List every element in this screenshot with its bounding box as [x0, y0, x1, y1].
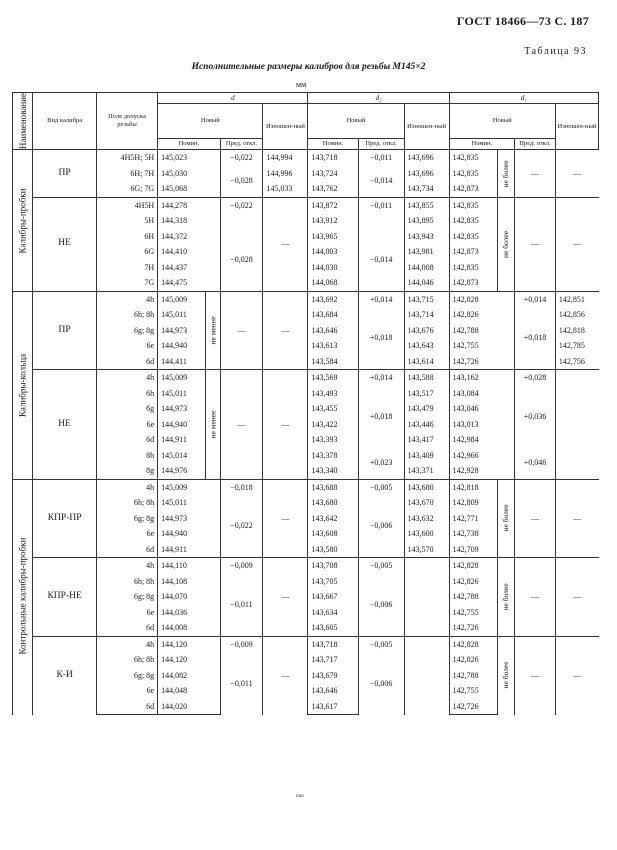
d1-worn — [555, 417, 598, 433]
tolerance-field: 5H — [96, 213, 157, 229]
d-worn: 144,994 — [263, 150, 308, 166]
d2-worn: 143,417 — [404, 432, 449, 448]
d2-worn: 143,715 — [404, 291, 449, 307]
tolerance-field: 4H5H; 5H — [96, 150, 157, 166]
d1-nominal: 142,818 — [449, 479, 497, 495]
gauge-type: НЕ — [33, 370, 96, 480]
d2-nominal: 143,455 — [308, 401, 358, 417]
col-d-header: d — [158, 93, 308, 104]
d-nominal: 144,940 — [158, 417, 206, 433]
d1-deviation: +0,036 — [515, 386, 556, 448]
d2-worn: 143,734 — [404, 181, 449, 197]
d2-deviation: −0,006 — [358, 495, 404, 558]
d-nominal: 144,911 — [158, 542, 220, 558]
table-row — [13, 291, 599, 307]
d1-deviation-dash: — — [515, 558, 556, 637]
d1-nom-header: Номин. — [449, 139, 514, 150]
tolerance-field: 6G; 7G — [96, 181, 157, 197]
tolerance-field: 6e — [96, 338, 157, 354]
d2-deviation: −0,011 — [358, 150, 404, 166]
gauge-type: К-И — [33, 636, 96, 715]
d-nominal: 145,009 — [158, 479, 220, 495]
d2-nominal: 144,068 — [308, 275, 358, 291]
d2-nominal: 143,646 — [308, 323, 358, 339]
d1-nominal: 142,828 — [449, 291, 514, 307]
d2-nominal: 143,965 — [308, 229, 358, 245]
tolerance-field: 6e — [96, 683, 157, 699]
d-nominal: 145,011 — [158, 386, 206, 402]
d2-nominal: 143,393 — [308, 432, 358, 448]
d2-deviation: +0,018 — [358, 386, 404, 448]
d1-deviation: +0,018 — [515, 307, 556, 370]
d-nominal: 144,008 — [158, 620, 220, 636]
d-nominal: 145,030 — [158, 166, 220, 182]
col-name-header: Наименование — [13, 93, 33, 150]
d2-worn: 143,446 — [404, 417, 449, 433]
d1-worn-header: Изношен-ный — [555, 104, 598, 150]
units-label: мм — [296, 80, 307, 89]
d1-worn-dash: — — [555, 558, 598, 637]
d-worn-dash: — — [263, 636, 308, 715]
table-body — [13, 150, 599, 715]
d2-nominal: 143,718 — [308, 150, 358, 166]
gauge-type: ПР — [33, 150, 96, 198]
tolerance-field: 6d — [96, 354, 157, 370]
d1-worn: 142,856 — [555, 307, 598, 323]
table-number: Таблица 93 — [524, 46, 587, 57]
d-nominal: 145,011 — [158, 307, 206, 323]
d-nominal: 144,940 — [158, 338, 206, 354]
tolerance-field: 6h; 8h — [96, 574, 157, 590]
d-worn-dash: — — [263, 558, 308, 637]
d-deviation: −0,028 — [220, 166, 263, 198]
d1-nominal: 142,755 — [449, 338, 514, 354]
d2-nominal: 143,613 — [308, 338, 358, 354]
d-deviation: −0,022 — [220, 150, 263, 166]
d-nominal: 144,278 — [158, 197, 220, 213]
tolerance-field: 6g; 8g — [96, 511, 157, 527]
d-worn: 144,996 — [263, 166, 308, 182]
d1-nominal: 142,873 — [449, 275, 497, 291]
section-label: Контрольные калибры-пробки — [13, 479, 33, 715]
d2-deviation: +0,014 — [358, 370, 404, 386]
d-deviation: −0,022 — [220, 197, 263, 213]
d1-worn — [555, 401, 598, 417]
d-deviation: −0,009 — [220, 558, 263, 574]
d2-deviation: +0,014 — [358, 291, 404, 307]
d-nominal: 144,318 — [158, 213, 220, 229]
d2-deviation: −0,005 — [358, 479, 404, 495]
table-row — [13, 150, 599, 166]
tolerance-field: 6e — [96, 605, 157, 621]
d1-nominal: 142,726 — [449, 354, 514, 370]
d1-nominal: 142,928 — [449, 463, 514, 479]
d1-nominal: 142,826 — [449, 307, 514, 323]
d2-deviation: −0,011 — [358, 197, 404, 213]
d1-worn-dash: — — [555, 479, 598, 558]
d-worn-dash: — — [263, 370, 308, 480]
d2-nominal: 143,667 — [308, 589, 358, 605]
d2-nominal: 143,684 — [308, 307, 358, 323]
tolerance-field: 6h; 8h — [96, 495, 157, 511]
tolerance-field: 6g; 8g — [96, 589, 157, 605]
ne-bolee-label: не более — [497, 636, 514, 715]
d1-nominal: 142,788 — [449, 589, 497, 605]
tolerance-field: 4H5H — [96, 197, 157, 213]
d-worn-header: Изношен-ный — [263, 104, 308, 150]
tolerance-field: 4h — [96, 479, 157, 495]
d1-nominal: 142,726 — [449, 699, 497, 715]
tolerance-field: 7H — [96, 260, 157, 276]
d1-nominal: 142,873 — [449, 181, 497, 197]
d2-new-header: Новый — [308, 104, 404, 139]
d2-nominal: 144,030 — [308, 260, 358, 276]
d2-nominal: 143,569 — [308, 370, 358, 386]
d2-nominal: 143,646 — [308, 683, 358, 699]
d1-worn-dash: — — [555, 197, 598, 291]
d-nominal: 144,411 — [158, 354, 206, 370]
d1-nominal: 142,788 — [449, 668, 497, 684]
tolerance-field: 6h; 8h — [96, 307, 157, 323]
d2-deviation: −0,014 — [358, 229, 404, 292]
section-label: Калибры-кольца — [13, 291, 33, 479]
d-nominal: 144,437 — [158, 260, 220, 276]
d1-nominal: 142,828 — [449, 636, 497, 652]
d1-nominal: 142,755 — [449, 605, 497, 621]
d-nominal: 144,110 — [158, 558, 220, 574]
ne-bolee-label: не более — [497, 479, 514, 558]
d-nominal: 144,973 — [158, 323, 206, 339]
d1-nominal: 142,984 — [449, 432, 514, 448]
d2-nominal: 143,340 — [308, 463, 358, 479]
d-nominal: 145,009 — [158, 291, 206, 307]
tolerance-field: 7G — [96, 275, 157, 291]
d2-nominal: 143,580 — [308, 542, 358, 558]
d-nominal: 145,023 — [158, 150, 220, 166]
d2-worn: 143,680 — [404, 479, 449, 495]
col-d2-header: d₂ — [308, 93, 449, 104]
d2-worn: 143,614 — [404, 354, 449, 370]
d2-worn: 143,479 — [404, 401, 449, 417]
d-worn-dash: — — [263, 479, 308, 558]
table-row — [13, 636, 599, 652]
d2-deviation: −0,005 — [358, 558, 404, 574]
tolerance-field: 6d — [96, 699, 157, 715]
d-nominal: 144,070 — [158, 589, 220, 605]
d-nominal: 144,475 — [158, 275, 220, 291]
d-nominal: 144,973 — [158, 401, 206, 417]
d1-worn: 142,851 — [555, 291, 598, 307]
page-header: ГОСТ 18466—73 С. 187 — [456, 14, 589, 28]
d1-deviation-dash: — — [515, 150, 556, 198]
d2-deviation: +0,023 — [358, 448, 404, 480]
gauge-type: КПР-НЕ — [33, 558, 96, 637]
d-nominal: 144,048 — [158, 683, 220, 699]
d-nominal: 144,120 — [158, 636, 220, 652]
d2-worn: 143,588 — [404, 370, 449, 386]
tolerance-field: 6g; 8g — [96, 323, 157, 339]
tolerance-field: 6g; 8g — [96, 668, 157, 684]
d1-new-header: Новый — [449, 104, 555, 139]
d-nominal: 144,976 — [158, 463, 206, 479]
d2-deviation: −0,014 — [358, 166, 404, 198]
d1-nominal: 142,709 — [449, 542, 497, 558]
tolerance-field: 6e — [96, 526, 157, 542]
d-nominal: 144,108 — [158, 574, 220, 590]
d2-worn: 143,600 — [404, 526, 449, 542]
d1-nominal: 142,835 — [449, 260, 497, 276]
d-deviation: −0,011 — [220, 652, 263, 715]
d1-dev-header: Пред. откл. — [515, 139, 556, 150]
d-deviation: −0,011 — [220, 574, 263, 637]
d2-nominal: 143,605 — [308, 620, 358, 636]
d2-worn-dash — [404, 636, 449, 715]
d2-worn: 143,855 — [404, 197, 449, 213]
d2-nominal: 143,692 — [308, 291, 358, 307]
d2-worn: 144,008 — [404, 260, 449, 276]
d-deviation: −0,028 — [220, 229, 263, 292]
d2-worn: 143,676 — [404, 323, 449, 339]
d2-nominal: 143,679 — [308, 668, 358, 684]
d1-worn — [555, 370, 598, 386]
dimensions-table — [12, 92, 599, 715]
d2-deviation — [358, 213, 404, 229]
d2-nominal: 143,378 — [308, 448, 358, 464]
d2-nominal: 143,708 — [308, 558, 358, 574]
d2-nominal: 143,688 — [308, 479, 358, 495]
d-nominal: 144,082 — [158, 668, 220, 684]
col-d1-header: d₁ — [449, 93, 598, 104]
d2-nominal: 143,493 — [308, 386, 358, 402]
d1-nominal: 142,835 — [449, 197, 497, 213]
d1-worn: 142,818 — [555, 323, 598, 339]
d1-nominal: 143,084 — [449, 386, 514, 402]
table-row — [13, 558, 599, 574]
d1-worn-dash: — — [555, 150, 598, 198]
tolerance-field: 6e — [96, 417, 157, 433]
d-nominal: 144,020 — [158, 699, 220, 715]
table-row — [13, 370, 599, 386]
table-row — [13, 197, 599, 213]
d1-worn-dash: — — [555, 636, 598, 715]
d2-worn: 143,643 — [404, 338, 449, 354]
d-nominal: 144,973 — [158, 511, 220, 527]
d1-deviation-dash: — — [515, 479, 556, 558]
d2-nominal: 143,634 — [308, 605, 358, 621]
d1-nominal: 142,826 — [449, 652, 497, 668]
d2-worn: 143,409 — [404, 448, 449, 464]
d1-nominal: 142,835 — [449, 166, 497, 182]
d1-nominal: 142,771 — [449, 511, 497, 527]
d2-worn: 143,714 — [404, 307, 449, 323]
tolerance-field: 8g — [96, 463, 157, 479]
d1-worn — [555, 463, 598, 479]
tolerance-field: 6h; 8h — [96, 652, 157, 668]
d1-nominal: 142,726 — [449, 620, 497, 636]
d2-worn: 143,981 — [404, 244, 449, 260]
tolerance-field: 6d — [96, 620, 157, 636]
d1-nominal: 143,046 — [449, 401, 514, 417]
d2-nominal: 143,617 — [308, 699, 358, 715]
d1-nominal: 142,835 — [449, 213, 497, 229]
d2-nominal: 143,717 — [308, 652, 358, 668]
d-worn: 145,033 — [263, 181, 308, 197]
d-nominal: 145,014 — [158, 448, 206, 464]
tolerance-field: 4h — [96, 370, 157, 386]
d1-deviation-dash: — — [515, 197, 556, 291]
d2-worn: 143,943 — [404, 229, 449, 245]
d1-nominal: 142,966 — [449, 448, 514, 464]
tolerance-field: 6h — [96, 386, 157, 402]
ne-menee-label: не менее — [206, 291, 220, 370]
table-row — [13, 479, 599, 495]
ne-bolee-label: не более — [497, 558, 514, 637]
d2-nominal: 143,912 — [308, 213, 358, 229]
d2-deviation: −0,006 — [358, 652, 404, 715]
d1-nominal: 143,013 — [449, 417, 514, 433]
d-deviation: −0,018 — [220, 479, 263, 495]
table-title: Исполнительные размеры калибров для резьбы М145×2 — [191, 62, 426, 72]
d1-deviation: +0,046 — [515, 448, 556, 480]
d-deviation: −0,009 — [220, 636, 263, 652]
d1-nominal: 143,162 — [449, 370, 514, 386]
d2-dev-header: Пред. откл. — [358, 139, 404, 150]
d-nominal: 144,372 — [158, 229, 220, 245]
d1-deviation: +0,014 — [515, 291, 556, 307]
d1-worn — [555, 386, 598, 402]
d2-worn: 143,696 — [404, 166, 449, 182]
d-nominal: 144,036 — [158, 605, 220, 621]
table-head — [13, 93, 599, 150]
d2-worn-dash — [404, 558, 449, 637]
d2-worn: 143,517 — [404, 386, 449, 402]
d2-nom-header: Номин. — [308, 139, 358, 150]
d-worn-dash: — — [263, 197, 308, 291]
gauge-type: КПР-ПР — [33, 479, 96, 558]
d2-worn: 144,046 — [404, 275, 449, 291]
tolerance-field: 6H; 7H — [96, 166, 157, 182]
ne-menee-label: не менее — [206, 370, 220, 480]
d-nominal: 144,120 — [158, 652, 220, 668]
tolerance-field: 4h — [96, 558, 157, 574]
tolerance-field: 6d — [96, 432, 157, 448]
d1-nominal: 142,788 — [449, 323, 514, 339]
ne-bolee-label: не более — [497, 197, 514, 291]
d-nominal: 145,009 — [158, 370, 206, 386]
section-label: Калибры-пробки — [13, 150, 33, 292]
d2-deviation: −0,006 — [358, 574, 404, 637]
d2-worn: 143,670 — [404, 495, 449, 511]
col-type-header: Вид калибра — [33, 93, 96, 150]
d2-nominal: 143,422 — [308, 417, 358, 433]
tolerance-field: 6G — [96, 244, 157, 260]
d-deviation: −0,022 — [220, 495, 263, 558]
d2-nominal: 143,642 — [308, 511, 358, 527]
d1-nominal: 142,809 — [449, 495, 497, 511]
d2-nominal: 143,724 — [308, 166, 358, 182]
d-deviation-dash: — — [220, 370, 263, 480]
d2-worn: 143,570 — [404, 542, 449, 558]
tolerance-field: 4h — [96, 636, 157, 652]
d1-worn — [555, 448, 598, 464]
gauge-type: НЕ — [33, 197, 96, 291]
d2-nominal: 143,680 — [308, 495, 358, 511]
d2-nominal: 144,003 — [308, 244, 358, 260]
d1-worn: 142,756 — [555, 354, 598, 370]
tolerance-field: 6g — [96, 401, 157, 417]
d1-nominal: 142,738 — [449, 526, 497, 542]
d2-nominal: 143,608 — [308, 526, 358, 542]
d1-deviation-dash: — — [515, 636, 556, 715]
d2-nominal: 143,705 — [308, 574, 358, 590]
tolerance-field: 4h — [96, 291, 157, 307]
tolerance-field: 6H — [96, 229, 157, 245]
d2-deviation: −0,005 — [358, 636, 404, 652]
d-deviation-dash: — — [220, 291, 263, 370]
page-footer-mark: ᵐᵐ — [296, 792, 304, 801]
d2-worn: 143,696 — [404, 150, 449, 166]
d-worn-dash: — — [263, 291, 308, 370]
d-nom-header: Номин. — [158, 139, 220, 150]
d1-nominal: 142,755 — [449, 683, 497, 699]
d1-nominal: 142,835 — [449, 150, 497, 166]
d-dev-header: Пред. откл. — [220, 139, 263, 150]
d2-nominal: 143,718 — [308, 636, 358, 652]
d-nominal: 144,911 — [158, 432, 206, 448]
col-tol-header: Поле допуска резьбы — [96, 93, 157, 150]
d1-nominal: 142,828 — [449, 558, 497, 574]
d2-nominal: 143,872 — [308, 197, 358, 213]
d2-deviation: +0,018 — [358, 307, 404, 370]
table-wrapper — [12, 92, 599, 715]
d2-worn: 143,632 — [404, 511, 449, 527]
d2-worn: 143,895 — [404, 213, 449, 229]
d2-worn: 143,371 — [404, 463, 449, 479]
ne-bolee-label: не более — [497, 150, 514, 198]
d2-nominal: 143,584 — [308, 354, 358, 370]
d2-nominal: 143,762 — [308, 181, 358, 197]
d1-nominal: 142,873 — [449, 244, 497, 260]
d-nominal: 145,068 — [158, 181, 220, 197]
gauge-type: ПР — [33, 291, 96, 370]
d1-deviation: +0,028 — [515, 370, 556, 386]
d1-worn: 142,785 — [555, 338, 598, 354]
tolerance-field: 6d — [96, 542, 157, 558]
d-new-header: Новый — [158, 104, 263, 139]
d-nominal: 144,410 — [158, 244, 220, 260]
d1-worn — [555, 432, 598, 448]
d1-nominal: 142,835 — [449, 229, 497, 245]
d-nominal: 145,011 — [158, 495, 220, 511]
tolerance-field: 8h — [96, 448, 157, 464]
d2-worn-header: Изношен-ный — [404, 104, 449, 150]
d1-nominal: 142,826 — [449, 574, 497, 590]
d-nominal: 144,940 — [158, 526, 220, 542]
d-deviation — [220, 213, 263, 229]
